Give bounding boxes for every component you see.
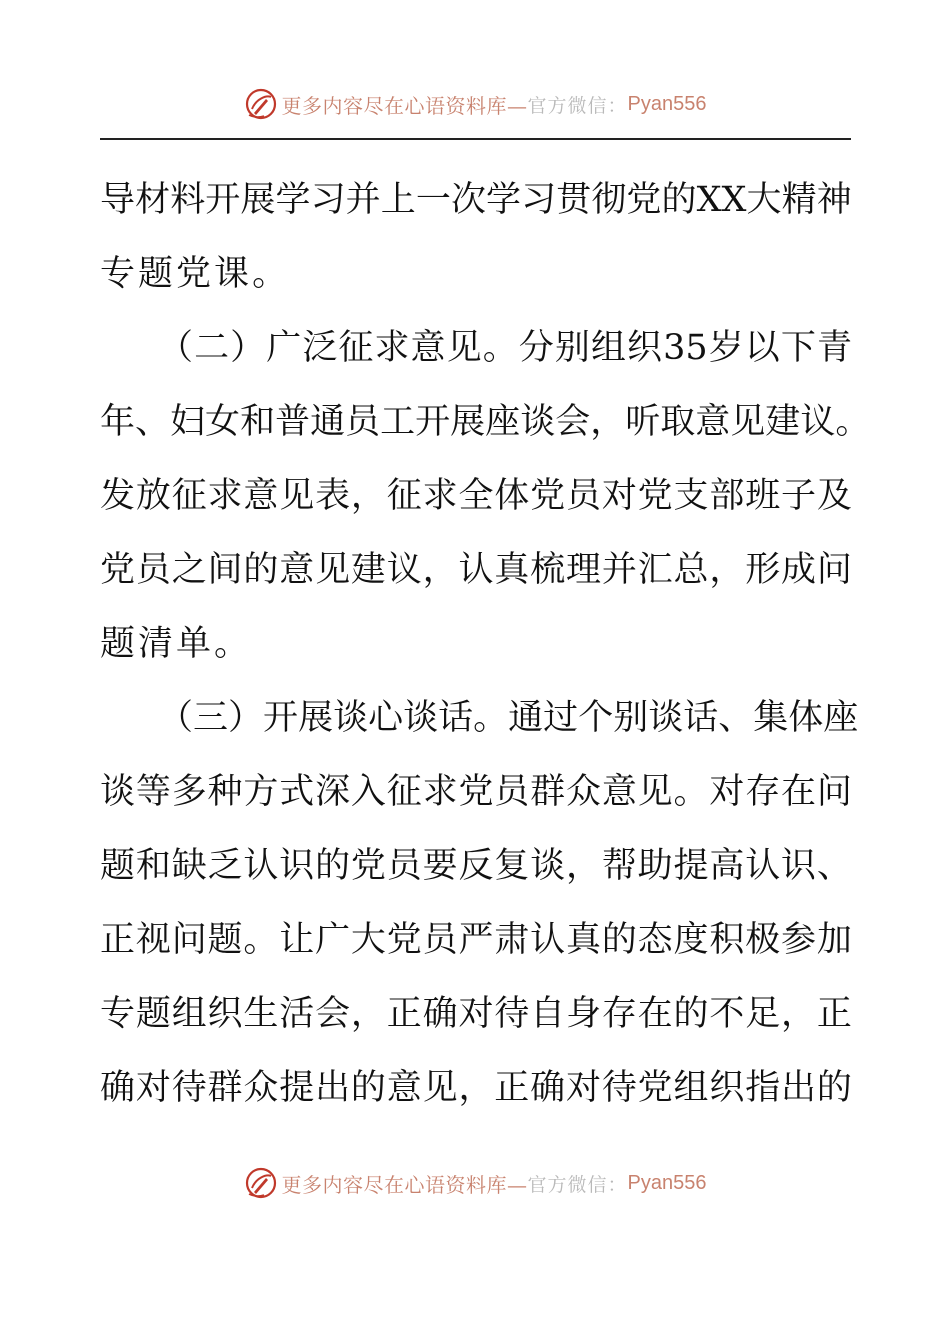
text-line: （ 三 ） 开 展 谈 心 谈 话 。 通 过 个 别 谈 话 、 集 体 座 bbox=[158, 698, 859, 738]
text-line: 年 、 妇 女 和 普 通 员 工 开 展 座 谈 会 ， 听 取 意 见 建 议 。 bbox=[100, 402, 871, 442]
text-line: 导 材 料 开 展 学 习 并 上 一 次 学 习 贯 彻 党 的 XX 大 精 神 bbox=[100, 180, 852, 220]
document-body bbox=[100, 163, 871, 1125]
wechat-id: Pyan556 bbox=[627, 1171, 707, 1194]
text-line: 题 和 缺 乏 认 识 的 党 员 要 反 复 谈 ， 帮 助 提 高 认 识 、 bbox=[100, 846, 852, 886]
brand-text: 更多内容尽在心语资料库— bbox=[281, 1172, 528, 1197]
text-line: 专 题 组 织 生 活 会 ， 正 确 对 待 自 身 存 在 的 不 足 ， 正 bbox=[100, 994, 852, 1034]
page-header-brand bbox=[0, 84, 950, 124]
text-line: 正 视 问 题 。 让 广 大 党 员 严 肃 认 真 的 态 度 积 极 参 加 bbox=[100, 920, 852, 960]
text-line: 确 对 待 群 众 提 出 的 意 见 ， 正 确 对 待 党 组 织 指 出 的 bbox=[100, 1068, 852, 1108]
brand-text: 更多内容尽在心语资料库— bbox=[281, 93, 528, 118]
text-line: （ 二 ） 广 泛 征 求 意 见 。 分 别 组 织 35 岁 以 下 青 bbox=[158, 328, 852, 368]
wechat-label: 官方微信： bbox=[527, 94, 628, 117]
text-line: 发 放 征 求 意 见 表 ， 征 求 全 体 党 员 对 党 支 部 班 子 及 bbox=[100, 476, 852, 516]
text-line: 题 清 单 。 bbox=[100, 624, 253, 664]
wechat-label: 官方微信： bbox=[527, 1173, 628, 1196]
page-footer-brand bbox=[0, 1163, 950, 1203]
header-divider bbox=[100, 138, 851, 140]
pen-swirl-logo-icon bbox=[244, 1166, 278, 1200]
pen-swirl-logo-icon bbox=[244, 87, 278, 121]
wechat-id: Pyan556 bbox=[627, 92, 707, 115]
text-line: 谈 等 多 种 方 式 深 入 征 求 党 员 群 众 意 见 。 对 存 在 问 bbox=[100, 772, 852, 812]
text-line: 专 题 党 课 。 bbox=[100, 254, 291, 294]
text-line: 党 员 之 间 的 意 见 建 议 ， 认 真 梳 理 并 汇 总 ， 形 成 问 bbox=[100, 550, 852, 590]
